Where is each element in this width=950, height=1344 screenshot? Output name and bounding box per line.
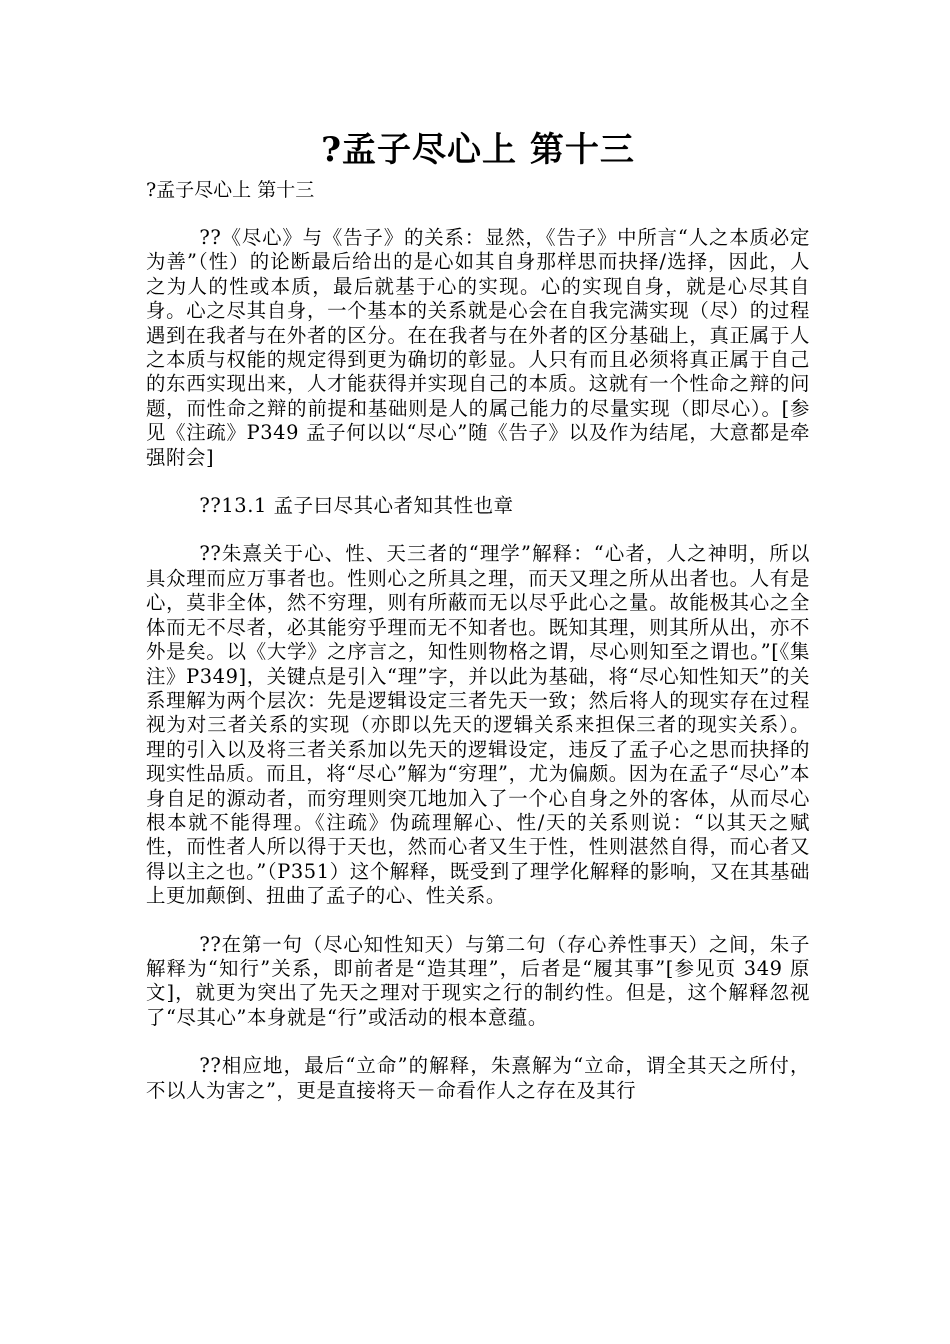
- page-title: ?孟子尽心上 第十三: [321, 130, 635, 170]
- paragraph-intro: ??《尽心》与《告子》的关系：显然，《告子》中所言“人之本质必定为善”（性）的论断最后给出的是心如其自身那样思而抉择/选择，因此，人之为人的性或本质，最后就基于心的实现。心的实现自身，就是心尽其自身。心之尽其自身，一个基本的关系就是心会在自我完满实现（尽）的过程遇到在我者与在外者的区分。在在我者与在外者的区分基础上，真正属于人之本质与权能的规定得到更为确切的彰显。人只有而且必须将真正属于自己的东西实现出来，人才能获得并实现自己的本质。这就有一个性命之辩的问题，而性命之辩的前提和基础则是人的属己能力的尽量实现（即尽心）。[参见《注疏》P349 孟子何以以“尽心”随《告子》以及作为结尾，大意都是牵强附会]: [146, 226, 810, 469]
- section-heading-13-1: ??13.1 孟子曰尽其心者知其性也章: [199, 494, 514, 518]
- document-page: [146, 126, 810, 1127]
- paragraph-knowledge-action: ??在第一句（尽心知性知天）与第二句（存心养性事天）之间，朱子解释为“知行”关系，即前者是“造其理”，后者是“履其事”[参见页 349 原文]，就更为突出了先天之理对于现实之行的制约性。但是，这个解释忽视了“尽其心”本身就是“行”或活动的根本意蕴。: [146, 932, 810, 1029]
- page-subtitle: ?孟子尽心上 第十三: [146, 179, 315, 201]
- paragraph-establishing-destiny: ??相应地，最后“立命”的解释，朱熹解为“立命，谓全其天之所付，不以人为害之”，更是直接将天－命看作人之存在及其行: [146, 1054, 810, 1102]
- paragraph-zhuxi-interpretation: ??朱熹关于心、性、天三者的“理学”解释：“心者，人之神明，所以具众理而应万事者也。性则心之所具之理，而天又理之所从出者也。人有是心，莫非全体，然不穷理，则有所蔽而无以尽乎此心之量。故能极其心之全体而无不尽者，必其能穷乎理而无不知者也。既知其理，则其所从出，亦不外是矣。以《大学》之序言之，知性则物格之谓，尽心则知至之谓也。”[《集注》P349]，关键点是引入“理”字，并以此为基础，将“尽心知性知天”的关系理解为两个层次：先是逻辑设定三者先天一致；然后将人的现实存在过程视为对三者关系的实现（亦即以先天的逻辑关系来担保三者的现实关系）。理的引入以及将三者关系加以先天的逻辑设定，违反了孟子心之思而抉择的现实性品质。而且，将“尽心”解为“穷理”，尤为偏颇。因为在孟子“尽心”本身自足的源动者，而穷理则突兀地加入了一个心自身之外的客体，从而尽心根本就不能得理。《注疏》伪疏理解心、性/天的关系则说：“以其天之赋性，而性者人所以得于天也，然而心者又生于性，性则湛然自得，而心者又得以主之也。”（P351）这个解释，既受到了理学化解释的影响，又在其基础上更加颠倒、扭曲了孟子的心、性关系。: [146, 542, 810, 908]
